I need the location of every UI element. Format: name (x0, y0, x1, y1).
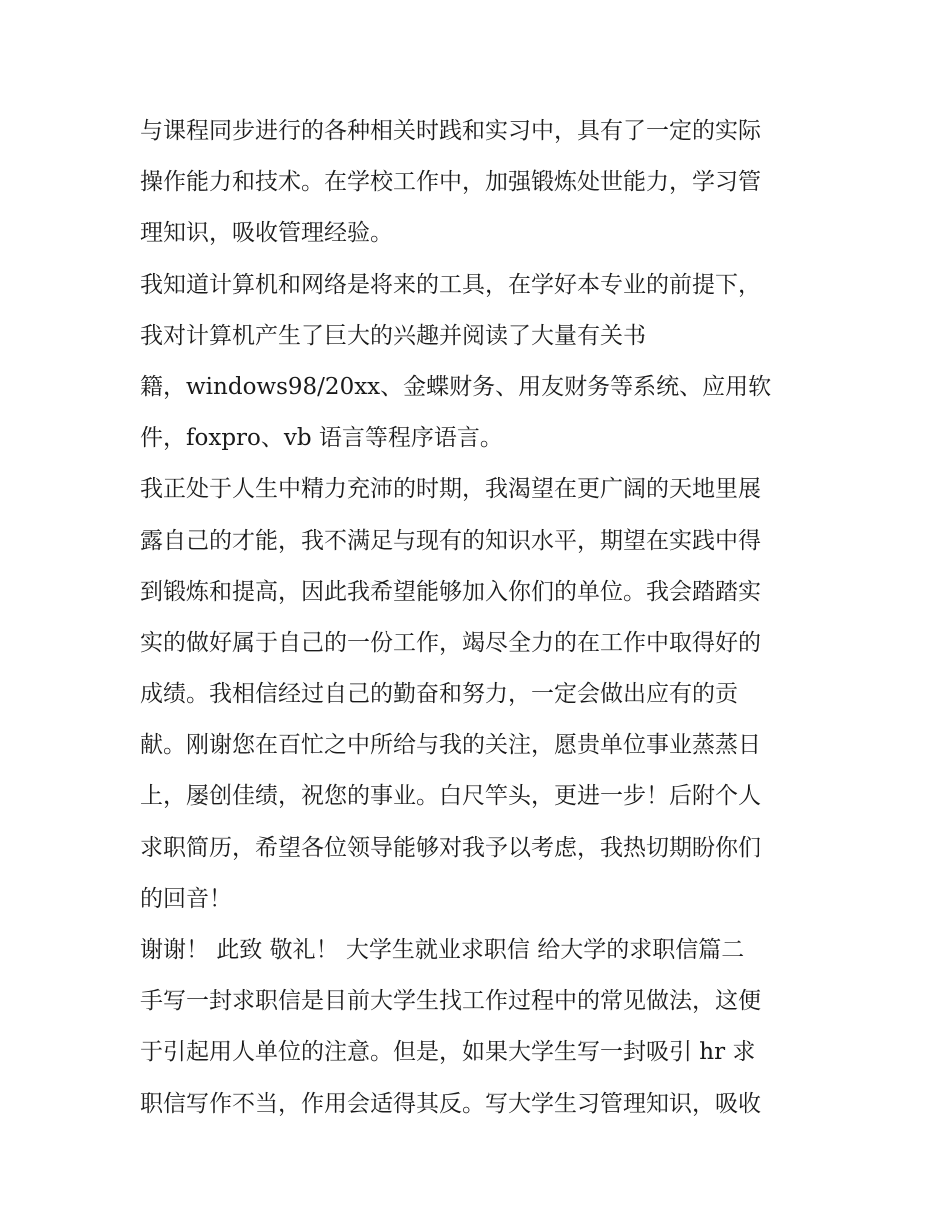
text-line: 到锻炼和提高，因此我希望能够加入你们的单位。我会踏踏实 (140, 578, 761, 605)
text-line: 献。刚谢您在百忙之中所给与我的关注，愿贵单位事业蒸蒸日 (140, 732, 761, 759)
text-line: 籍，windows98/20xx、金蝶财务、用友财务等系统、应用软 (140, 373, 772, 400)
text-line: 露自己的才能，我不满足与现有的知识水平，期望在实践中得 (140, 527, 761, 554)
text-line: 我对计算机产生了巨大的兴趣并阅读了大量有关书 (140, 322, 646, 349)
text-line: 我正处于人生中精力充沛的时期，我渴望在更广阔的天地里展 (140, 476, 761, 503)
text-line: 与课程同步进行的各种相关时践和实习中，具有了一定的实际 (140, 118, 761, 144)
text-line: 实的做好属于自己的一份工作，竭尽全力的在工作中取得好的 (140, 629, 761, 656)
text-line: 我知道计算机和网络是将来的工具，在学好本专业的前提下， (140, 271, 761, 298)
text-line: 理知识，吸收管理经验。 (140, 220, 393, 247)
text-line: 上，屡创佳绩，祝您的事业。白尺竿头，更进一步！后附个人 (140, 783, 761, 810)
text-line: 操作能力和技术。在学校工作中，加强锻炼处世能力，学习管 (140, 169, 761, 196)
text-line: 职信写作不当，作用会适得其反。写大学生习管理知识，吸收 (140, 1090, 761, 1117)
text-line: 求职简历，希望各位领导能够对我予以考虑，我热切期盼你们 (140, 834, 761, 861)
text-line: 谢谢！ 此致 敬礼！ 大学生就业求职信 给大学的求职信篇二 (140, 937, 745, 963)
text-line: 成绩。我相信经过自己的勤奋和努力，一定会做出应有的贡 (140, 681, 738, 708)
text-line: 手写一封求职信是目前大学生找工作过程中的常见做法，这便 (140, 988, 761, 1015)
text-line: 的回音！ (140, 885, 232, 912)
text-line: 件，foxpro、vb 语言等程序语言。 (140, 425, 503, 452)
document-body (140, 106, 820, 1130)
text-line: 于引起用人单位的注意。但是，如果大学生写一封吸引 hr 求 (140, 1039, 756, 1066)
